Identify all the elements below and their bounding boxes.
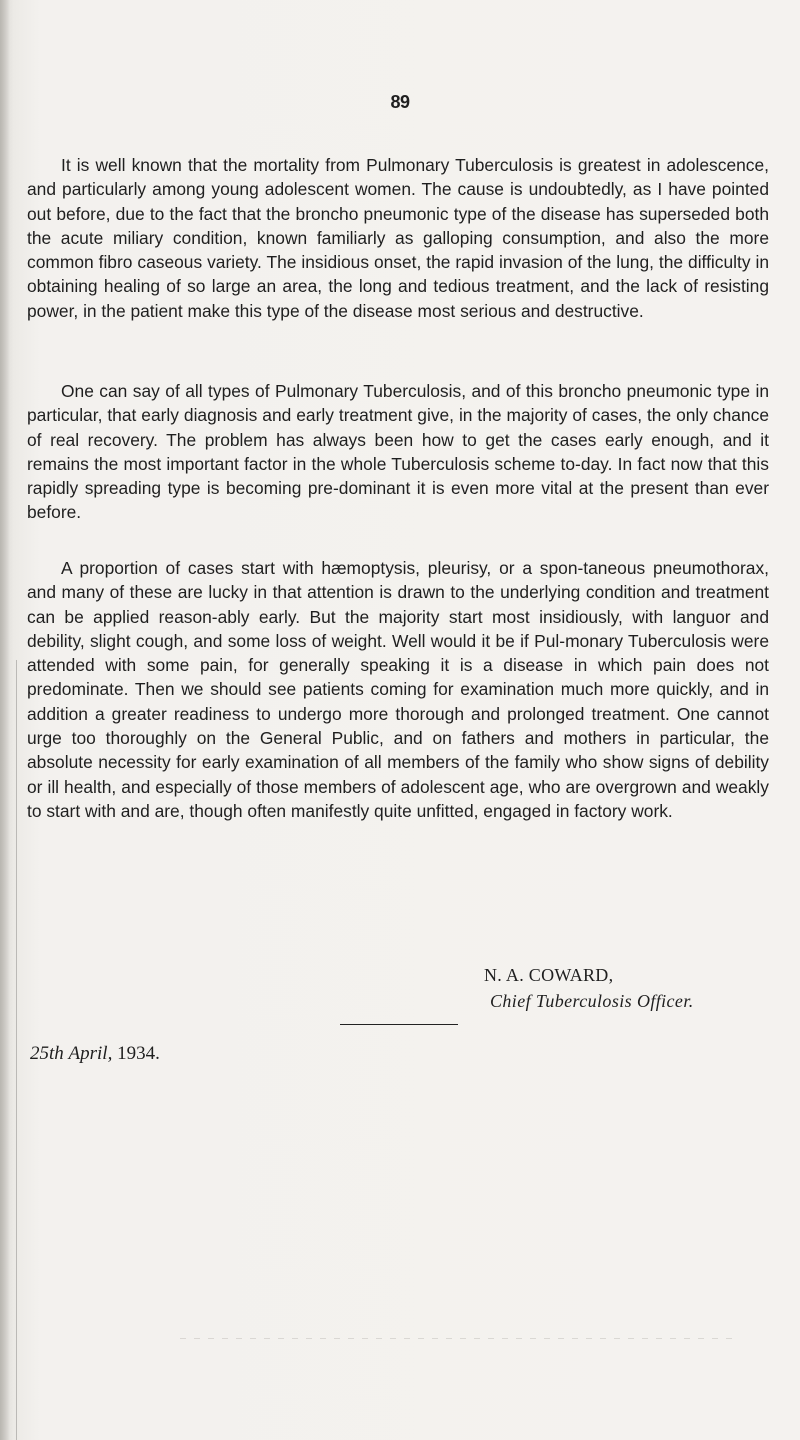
signatory-name: N. A. COWARD, [484, 965, 614, 985]
date-year: 1934. [117, 1043, 160, 1064]
document-date [30, 1043, 160, 1065]
signature-block [460, 962, 780, 1014]
date-day: 25th [30, 1043, 64, 1064]
paragraph-3: A proportion of cases start with hæmoptysis, pleurisy, or a spon-taneous pneumothorax, and many of these are lucky in that attention is drawn to the underlying condition and treatment can be applied reason-ably early. But the majority start most insidiously, with languor and debility, slight cough, and some loss of weight. Well would it be if Pul-monary Tuberculosis were attended with some pain, for generally speaking it is a disease in which pain does not predominate. Then we should see patients coming for examination much more quickly, and in addition a greater readiness to undergo more thorough and prolonged treatment. One cannot urge too thoroughly on the General Public, and on fathers and mothers in particular, the absolute necessity for early examination of all members of the family who show signs of debility or ill health, and especially of those members of adolescent age, who are overgrown and weakly to start with and are, though often manifestly quite unfitted, engaged in factory work. [27, 558, 769, 821]
paragraph-1: It is well known that the mortality from Pulmonary Tuberculosis is greatest in adolescence, and particularly among young adolescent women. The cause is undoubtedly, as I have pointed out before, due to the fact that the broncho pneumonic type of the disease has superseded both the acute miliary condition, known familiarly as galloping consumption, and also the more common fibro caseous variety. The insidious onset, the rapid invasion of the lung, the difficulty in obtaining healing of so large an area, the long and tedious treatment, and the lack of resisting power, in the patient make this type of the disease most serious and destructive. [27, 155, 769, 321]
signatory-title: Chief Tuberculosis Officer. [490, 991, 694, 1011]
date-month: April, [68, 1043, 113, 1064]
margin-line [16, 660, 17, 1440]
page-number: 89 [390, 92, 410, 112]
divider-rule [340, 1024, 458, 1025]
paragraph-2: One can say of all types of Pulmonary Tuberculosis, and of this broncho pneumonic type in particular, that early diagnosis and early treatment give, in the majority of cases, the only chance of real recovery. The problem has always been how to get the cases early enough, and it remains the most important factor in the whole Tuberculosis scheme to-day. In fact now that this rapidly spreading type is becoming pre-dominant it is even more vital at the present than ever before. [27, 381, 769, 523]
binding-shadow [0, 0, 10, 1440]
faint-page-mark [180, 1338, 740, 1339]
